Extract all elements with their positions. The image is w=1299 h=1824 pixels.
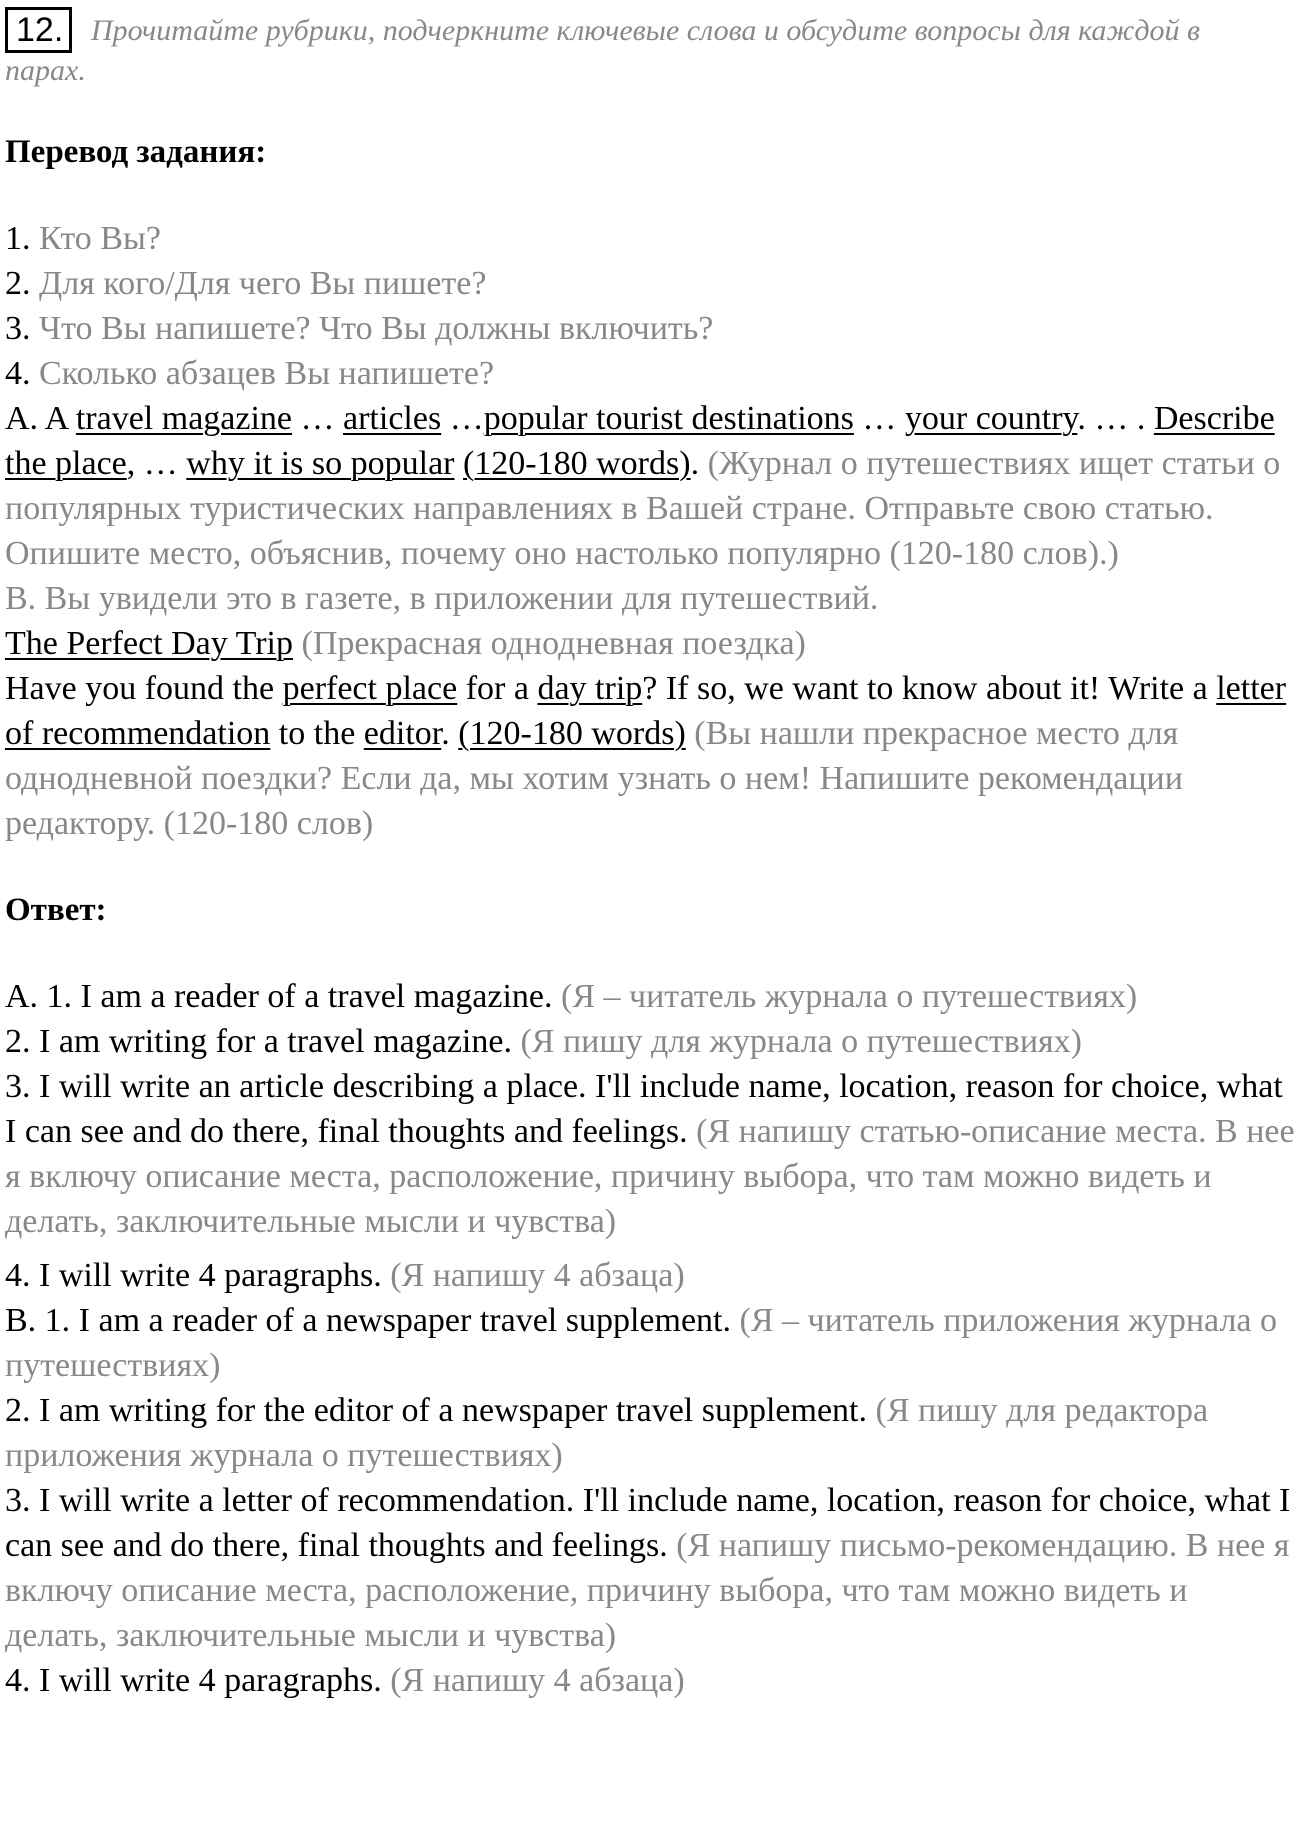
rubric-b-title: The Perfect Day Trip xyxy=(5,625,294,662)
question-text: Что Вы напишете? Что Вы должны включить? xyxy=(30,310,714,347)
keyword: popular tourist destinations xyxy=(483,400,854,437)
answer-russian: (Я напишу статью-описание места. В нее я включу описание места, расположение, причину выбора, что там можно видеть и делать, заключительные мысли и чувства) xyxy=(5,1113,1295,1240)
answer-russian: (Я – читатель журнала о путешествиях) xyxy=(561,978,1138,1015)
text-fragment: , … xyxy=(126,445,187,482)
answer-item xyxy=(5,1298,1295,1388)
rubric-b-title-line xyxy=(5,621,1295,666)
question-text: Сколько абзацев Вы напишете? xyxy=(30,355,495,392)
answer-heading: Ответ: xyxy=(5,892,107,928)
text-fragment: . xyxy=(441,715,459,752)
answer-english: 4. I will write 4 paragraphs. xyxy=(5,1662,391,1699)
task-number-box: 12. xyxy=(5,7,72,53)
keyword: day trip xyxy=(537,670,643,707)
answer-english: A. 1. I am a reader of a travel magazine. xyxy=(5,978,561,1015)
answer-english: 4. I will write 4 paragraphs. xyxy=(5,1257,391,1294)
rubric-b-title-translation: (Прекрасная однодневная поездка) xyxy=(293,625,806,662)
answer-russian: (Я пишу для редактора приложения журнала о путешествиях) xyxy=(5,1392,1209,1474)
translation-heading: Перевод задания: xyxy=(5,134,267,170)
answer-item xyxy=(5,1253,1295,1298)
answer-russian: (Я напишу письмо-рекомендацию. В нее я включу описание места, расположение, причину выбора, что там можно видеть и делать, заключительные мысли и чувства) xyxy=(5,1527,1290,1654)
keyword: perfect place xyxy=(282,670,458,707)
keyword: Describe the place xyxy=(5,400,1275,482)
answer-item xyxy=(5,1478,1295,1658)
text-fragment: to the xyxy=(270,715,364,752)
question-3 xyxy=(5,306,1295,351)
text-fragment: . … . xyxy=(1077,400,1154,437)
rubric-b-intro xyxy=(5,576,1295,621)
question-text: Кто Вы? xyxy=(30,220,161,257)
text-fragment: . xyxy=(690,445,708,482)
text-fragment: … xyxy=(441,400,484,437)
answer-item xyxy=(5,1064,1295,1244)
answer-item xyxy=(5,1388,1295,1478)
rubric-a xyxy=(5,396,1295,576)
text-fragment: Have you found the xyxy=(5,670,283,707)
answer-item xyxy=(5,974,1295,1019)
rubric-a-prefix: A. A xyxy=(5,400,76,437)
question-text: Для кого/Для чего Вы пишете? xyxy=(30,265,487,302)
keyword: travel magazine xyxy=(75,400,293,437)
rubric-a-translation: (Журнал о путешествиях ищет статьи о популярных туристических направлениях в Вашей стране. Отправьте свою статью. Опишите место, объяснив, почему оно настолько популярно (120-180 слов).) xyxy=(5,445,1281,572)
question-number: 3. xyxy=(5,310,31,347)
rubric-b-intro-text: B. Вы увидели это в газете, в приложении для путешествий. xyxy=(5,580,879,617)
text-fragment xyxy=(454,445,463,482)
answer-russian: (Я напишу 4 абзаца) xyxy=(390,1257,685,1294)
keyword: your country xyxy=(904,400,1078,437)
answer-russian: (Я – читатель приложения журнала о путешествиях) xyxy=(5,1302,1278,1384)
question-number: 4. xyxy=(5,355,31,392)
text-fragment: ? If so, we want to know about it! Write a xyxy=(642,670,1217,707)
answer-english: B. 1. I am a reader of a newspaper travel supplement. xyxy=(5,1302,740,1339)
keyword: articles xyxy=(343,400,442,437)
answer-russian: (Я пишу для журнала о путешествиях) xyxy=(520,1023,1082,1060)
rubric-b-body xyxy=(5,666,1295,846)
text-fragment: … xyxy=(292,400,344,437)
answer-item xyxy=(5,1658,1295,1703)
keyword: (120-180 words) xyxy=(458,715,686,752)
task-instruction: Прочитайте рубрики, подчеркните ключевые слова и обсудите вопросы для каждой в парах. xyxy=(5,14,1201,87)
keyword: editor xyxy=(363,715,442,752)
keyword: why it is so popular xyxy=(186,445,455,482)
text-fragment: for a xyxy=(457,670,538,707)
answer-english: 2. I am writing for a travel magazine. xyxy=(5,1023,521,1060)
question-2 xyxy=(5,261,1295,306)
keyword: letter of recommendation xyxy=(5,670,1287,752)
text-fragment: … xyxy=(853,400,905,437)
keyword: (120-180 words) xyxy=(462,445,691,482)
answer-english: 3. I will write a letter of recommendation. I'll include name, location, reason for choice, what I can see and do there, final thoughts and feelings. xyxy=(5,1482,1291,1564)
question-number: 2. xyxy=(5,265,31,302)
answer-english: 3. I will write an article describing a place. I'll include name, location, reason for choice, what I can see and do there, final thoughts and feelings. xyxy=(5,1068,1283,1150)
answer-item xyxy=(5,1019,1295,1064)
document-page xyxy=(5,5,1295,1703)
question-4 xyxy=(5,351,1295,396)
answer-english: 2. I am writing for the editor of a newspaper travel supplement. xyxy=(5,1392,876,1429)
rubric-b-translation: (Вы нашли прекрасное место для однодневной поездки? Если да, мы хотим узнать о нем! Напишите рекомендации редактору. (120-180 слов) xyxy=(5,715,1183,842)
question-number: 1. xyxy=(5,220,31,257)
task-header xyxy=(5,5,1295,85)
answer-russian: (Я напишу 4 абзаца) xyxy=(390,1662,685,1699)
question-1 xyxy=(5,216,1295,261)
